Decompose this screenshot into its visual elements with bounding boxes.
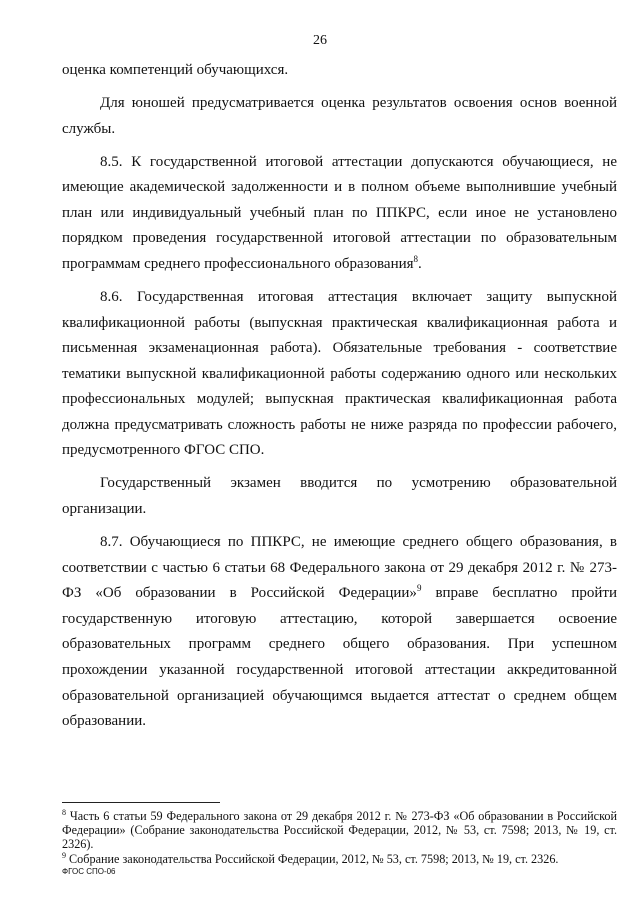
footnote-8: [62, 809, 617, 852]
paragraph-state-exam: [62, 471, 617, 522]
footnote-9: [62, 852, 617, 866]
paragraph-text-end: вправе бесплатно пройти государственную итоговую аттестацию, которой завершается освоение образовательных программ среднего общего образования. При успешном прохождении указанной государственной итоговой аттестации аккредитованной образовательной организацией обучающимся выдается аттестат о среднем общем образовании.: [62, 585, 617, 730]
paragraph-text: 8.5. К государственной итоговой аттестации допускаются обучающиеся, не имеющие академической задолженности и в полном объеме выполнившие учебный план или индивидуальный учебный план по ППКРС, если иное не установлено порядком проведения государственной итоговой аттестации по образовательным программам среднего профессионального образования: [62, 153, 617, 272]
paragraph-text: Государственный экзамен вводится по усмотрению образовательной организации.: [62, 475, 617, 518]
paragraph-text: оценка компетенций обучающихся.: [62, 62, 289, 78]
footnotes: [62, 809, 617, 877]
footnote-divider: [62, 802, 220, 803]
paragraph-8-5: [62, 150, 617, 278]
document-body: [62, 58, 617, 742]
paragraph-end: .: [418, 255, 422, 272]
footnote-text: Собрание законодательства Российской Федерации, 2012, № 53, ст. 7598; 2013, № 19, ст. 2326.: [66, 851, 559, 866]
paragraph-continuation: [62, 58, 617, 84]
document-code: ФГОС СПО-06: [62, 866, 116, 876]
footnote-text: Часть 6 статьи 59 Федерального закона от 29 декабря 2012 г. № 273-ФЗ «Об образовании в Российской Федерации» (Собрание законодательства Российской Федерации, 2012, № 53, ст. 7598; 2013, № 19, ст. 2326).: [62, 809, 617, 852]
paragraph-8-6: [62, 285, 617, 464]
paragraph-text: 8.7. Обучающиеся по ППКРС, не имеющие среднего общего образования, в соответствии с частью 6 статьи 68 Федерального закона от 29 декабря 2012 г. № 273-ФЗ «Об образовании в Российской Федерации»: [62, 534, 617, 602]
footnote-ref-9: 9: [416, 583, 422, 594]
paragraph-text: Для юношей предусматривается оценка результатов освоения основ военной службы.: [62, 94, 617, 137]
paragraph-text: 8.6. Государственная итоговая аттестация включает защиту выпускной квалификационной работы (выпускная практическая квалификационная работа и письменная экзаменационная работа). Обязательные требования - соответствие тематики выпускной квалификационной работы содержанию одного или нескольких профессиональных модулей; выпускная практическая квалификационная работа должна предусматривать сложность работы не ниже разряда по профессии рабочего, предусмотренного ФГОС СПО.: [62, 288, 617, 459]
paragraph-military-service: [62, 91, 617, 142]
footnote-mark: 9: [62, 850, 66, 860]
footnote-ref-8: 8: [413, 253, 419, 264]
paragraph-8-7: [62, 530, 617, 735]
footnote-mark: 8: [62, 807, 66, 817]
page-number: 26: [313, 33, 327, 48]
